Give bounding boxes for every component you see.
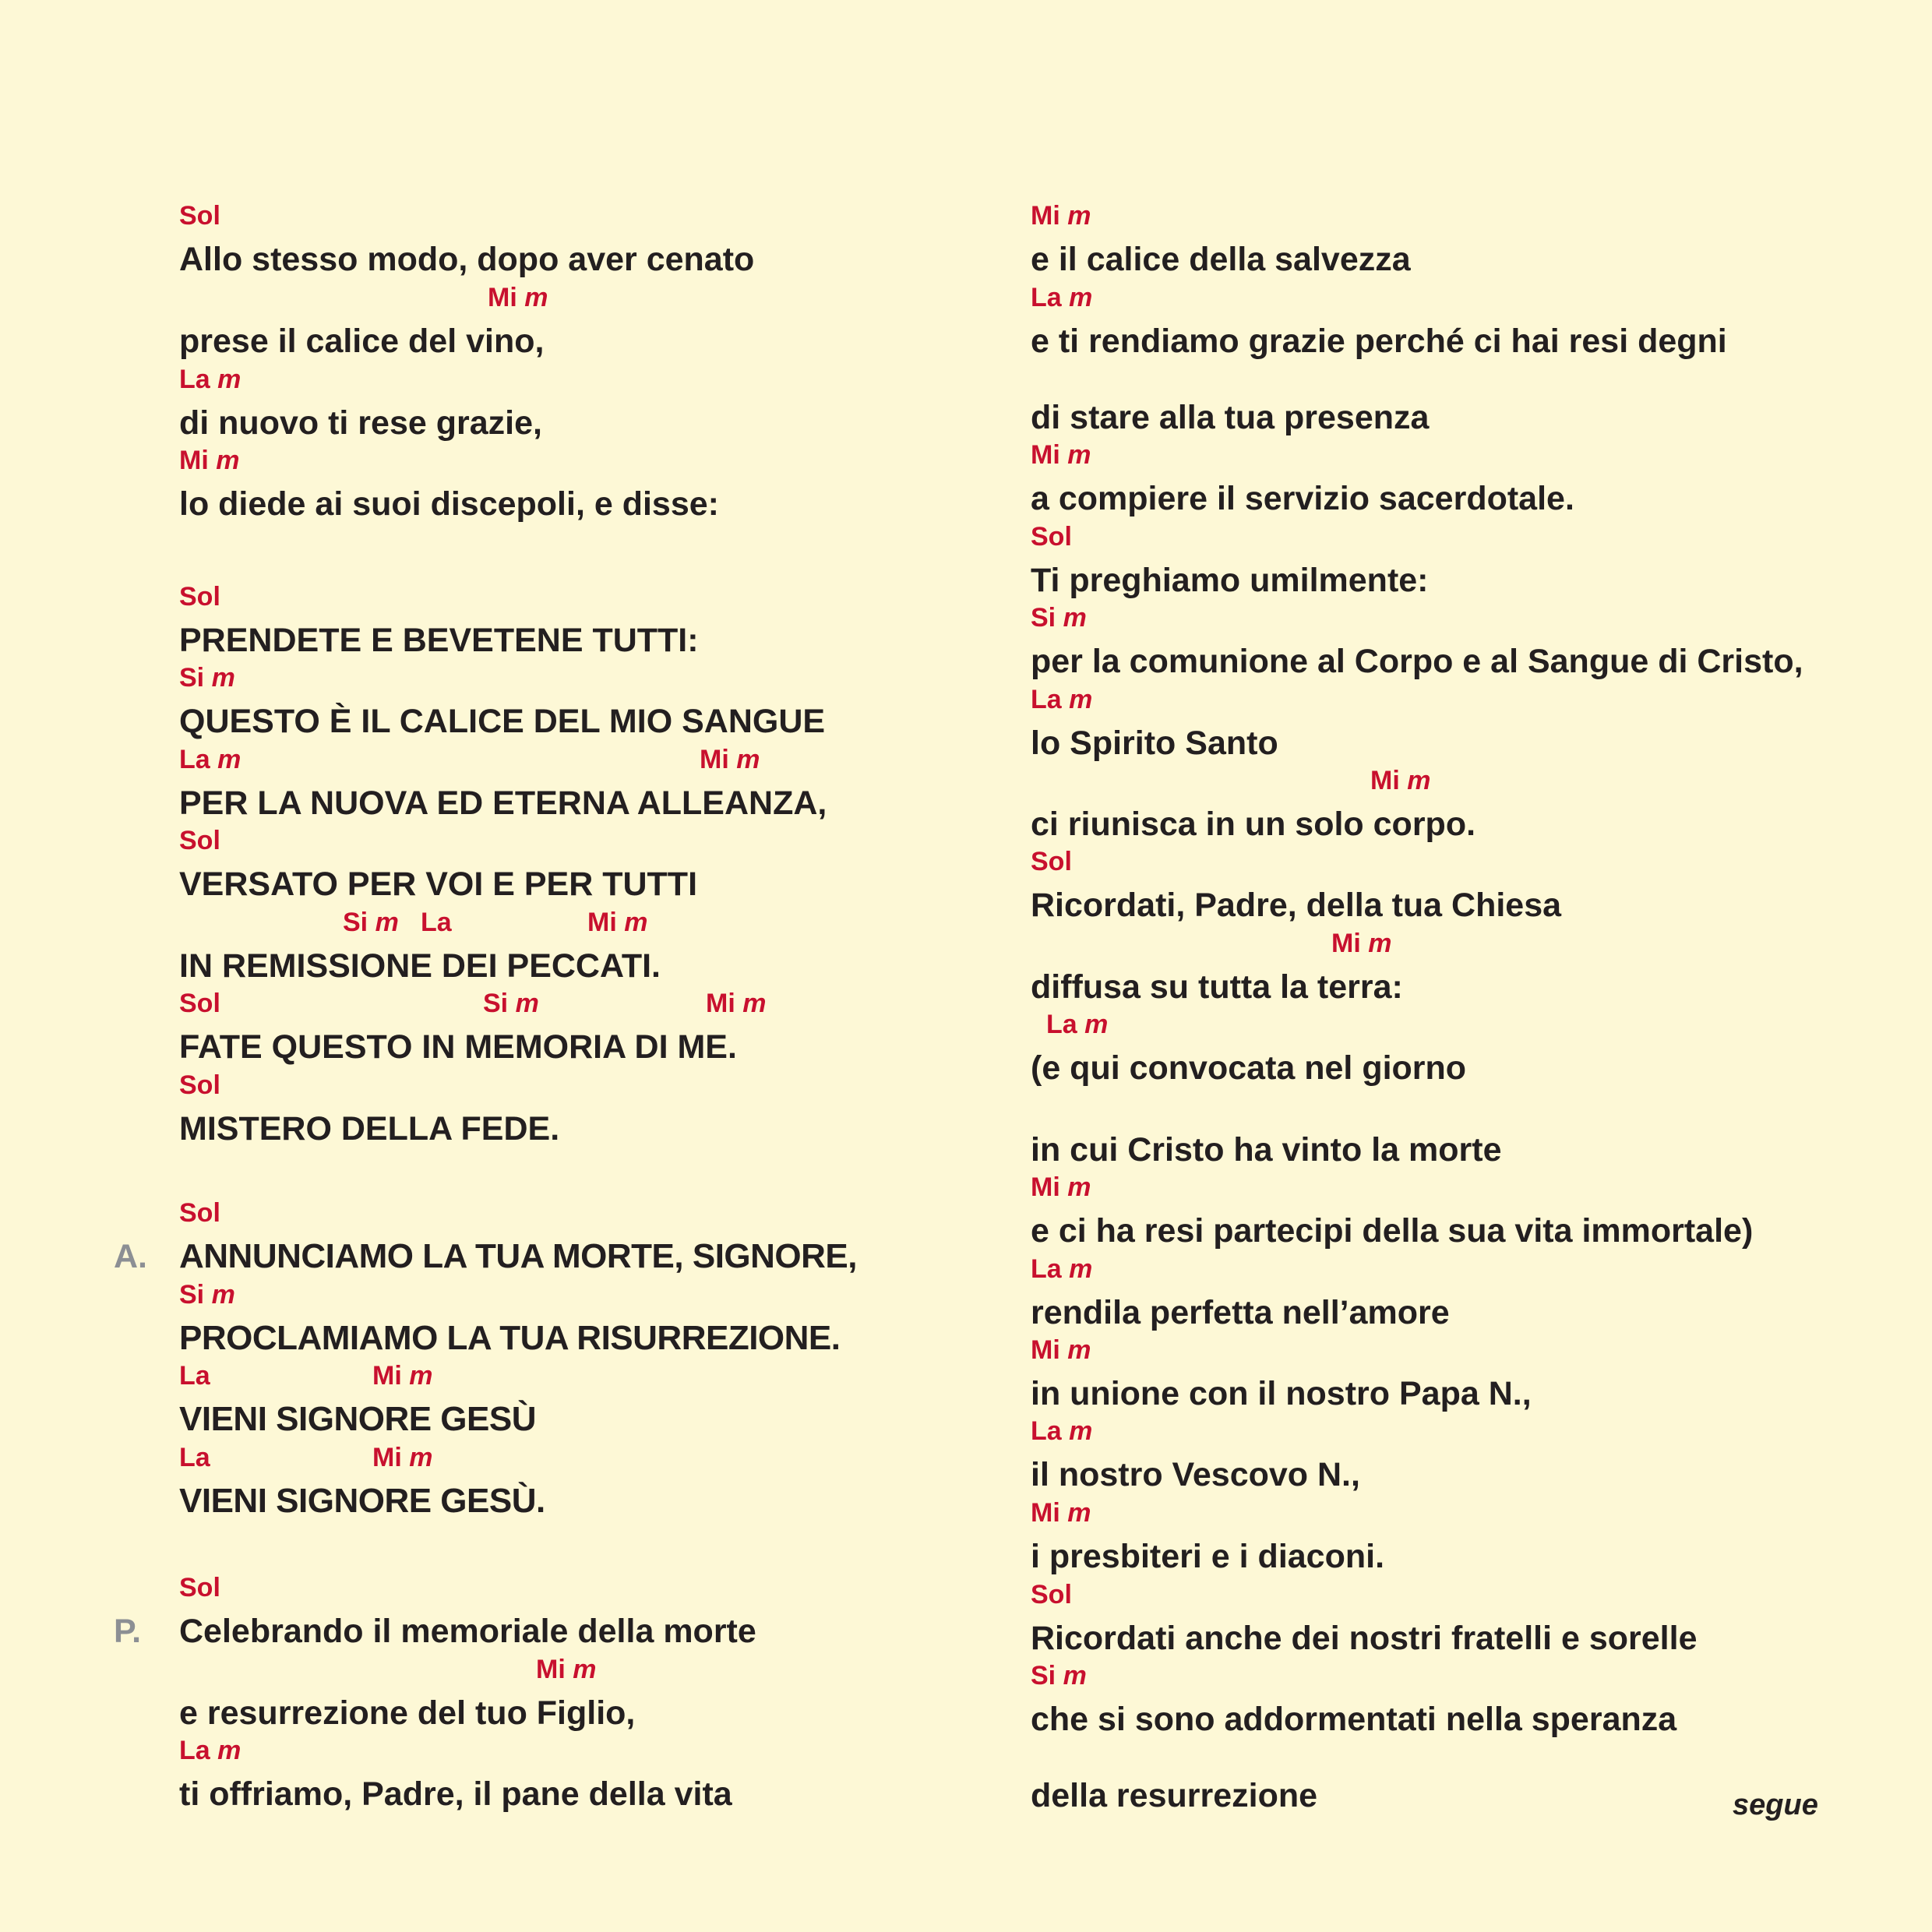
lyric-text: di stare alla tua presenza bbox=[1031, 399, 1430, 436]
chord-root: Si bbox=[343, 908, 368, 937]
chord-label bbox=[179, 1070, 220, 1101]
lyric-text: in unione con il nostro Papa N., bbox=[1031, 1375, 1532, 1412]
chord-quality: m bbox=[211, 1280, 235, 1310]
chord-root: Mi bbox=[700, 745, 729, 774]
chord-label bbox=[179, 662, 235, 693]
chord-root: Mi bbox=[179, 446, 209, 475]
chord-root: Sol bbox=[179, 1198, 220, 1228]
chord-quality: m bbox=[211, 663, 235, 693]
chord-quality: m bbox=[524, 283, 548, 312]
chord-quality: m bbox=[515, 989, 539, 1018]
chord-quality: m bbox=[216, 446, 240, 475]
chord-label bbox=[1031, 1334, 1091, 1366]
lyric-text: di nuovo ti rese grazie, bbox=[179, 404, 542, 442]
chord-label bbox=[372, 1442, 432, 1473]
chord-label bbox=[179, 988, 220, 1019]
chord-root: Sol bbox=[1031, 522, 1072, 552]
chord-label bbox=[1031, 521, 1072, 552]
chord-quality: m bbox=[736, 745, 760, 774]
chord-root: Sol bbox=[179, 1573, 220, 1602]
chord-root: Sol bbox=[179, 582, 220, 612]
lyric-text: PER LA NUOVA ED ETERNA ALLEANZA, bbox=[179, 784, 827, 822]
chord-label bbox=[179, 744, 241, 775]
chord-root: Si bbox=[1031, 603, 1056, 633]
chord-label bbox=[706, 988, 766, 1019]
chord-root: Sol bbox=[179, 826, 220, 855]
lyric-text: lo Spirito Santo bbox=[1031, 724, 1278, 762]
chord-quality: m bbox=[1069, 1254, 1093, 1284]
chord-label bbox=[1031, 1172, 1091, 1203]
chord-label bbox=[1031, 1416, 1092, 1447]
lyric-text: ci riunisca in un solo corpo. bbox=[1031, 806, 1476, 843]
lyric-text: della resurrezione bbox=[1031, 1777, 1318, 1814]
chord-root: La bbox=[1031, 1254, 1062, 1284]
chord-root: Sol bbox=[1031, 1580, 1072, 1609]
chord-root: La bbox=[1031, 283, 1062, 312]
chord-label bbox=[1031, 602, 1087, 633]
chord-root: La bbox=[1046, 1010, 1077, 1039]
chord-quality: m bbox=[1063, 603, 1087, 633]
lyric-text: MISTERO DELLA FEDE. bbox=[179, 1110, 560, 1148]
lyric-text: e resurrezione del tuo Figlio, bbox=[179, 1694, 636, 1732]
chord-label bbox=[179, 1735, 241, 1766]
chord-label bbox=[1031, 1253, 1092, 1285]
chord-quality: m bbox=[573, 1655, 597, 1684]
lyric-text: e ti rendiamo grazie perché ci hai resi degni bbox=[1031, 323, 1727, 360]
chord-quality: m bbox=[1067, 440, 1091, 470]
lyric-text: diffusa su tutta la terra: bbox=[1031, 968, 1403, 1006]
lyric-text: Celebrando il memoriale della morte bbox=[179, 1613, 756, 1650]
chord-label bbox=[1031, 200, 1091, 231]
lyric-text: rendila perfetta nell’amore bbox=[1031, 1294, 1450, 1331]
chord-label bbox=[179, 1279, 235, 1310]
chord-quality: m bbox=[742, 989, 767, 1018]
chord-quality: m bbox=[217, 745, 242, 774]
lyric-text: VIENI SIGNORE GESÙ. bbox=[179, 1482, 545, 1520]
chord-root: Mi bbox=[1031, 201, 1060, 231]
chord-label bbox=[1031, 1579, 1072, 1610]
lyric-text: a compiere il servizio sacerdotale. bbox=[1031, 480, 1574, 517]
lyric-text: in cui Cristo ha vinto la morte bbox=[1031, 1131, 1502, 1169]
lyric-text: Ricordati anche dei nostri fratelli e sorelle bbox=[1031, 1620, 1698, 1657]
chord-label bbox=[179, 1197, 220, 1229]
chord-root: Sol bbox=[179, 989, 220, 1018]
chord-root: Mi bbox=[536, 1655, 566, 1684]
chord-root: La bbox=[179, 365, 210, 394]
chord-root: Mi bbox=[1331, 929, 1361, 958]
lyric-text: QUESTO È IL CALICE DEL MIO SANGUE bbox=[179, 703, 826, 740]
chord-root: Mi bbox=[1370, 766, 1400, 795]
chord-label bbox=[179, 1572, 220, 1603]
chord-label bbox=[1031, 1660, 1087, 1691]
chord-root: Mi bbox=[587, 908, 617, 937]
lyric-text: i presbiteri e i diaconi. bbox=[1031, 1538, 1385, 1575]
chord-label bbox=[1031, 846, 1072, 877]
chord-quality: m bbox=[1067, 1335, 1091, 1365]
chord-root: La bbox=[179, 1443, 210, 1472]
chord-quality: m bbox=[409, 1443, 433, 1472]
chord-root: La bbox=[421, 908, 452, 937]
chord-root: Mi bbox=[1031, 1498, 1060, 1528]
chord-label bbox=[343, 907, 399, 938]
lyric-text: (e qui convocata nel giorno bbox=[1031, 1049, 1467, 1087]
lyric-text: che si sono addormentati nella speranza bbox=[1031, 1701, 1677, 1738]
chord-root: Mi bbox=[372, 1443, 402, 1472]
chord-root: Sol bbox=[179, 1070, 220, 1100]
chord-root: Mi bbox=[372, 1361, 402, 1391]
chord-label bbox=[1331, 928, 1391, 959]
lyric-text: ANNUNCIAMO LA TUA MORTE, SIGNORE, bbox=[179, 1237, 857, 1275]
chord-root: Si bbox=[179, 1280, 205, 1310]
chord-quality: m bbox=[624, 908, 648, 937]
chord-quality: m bbox=[217, 365, 242, 394]
chord-quality: m bbox=[1069, 1416, 1093, 1446]
lyric-text: FATE QUESTO IN MEMORIA DI ME. bbox=[179, 1028, 737, 1066]
chord-root: Si bbox=[179, 663, 205, 693]
chord-quality: m bbox=[1067, 1498, 1091, 1528]
chord-quality: m bbox=[1067, 1172, 1091, 1202]
lyric-text: il nostro Vescovo N., bbox=[1031, 1456, 1360, 1493]
lyric-text: Ricordati, Padre, della tua Chiesa bbox=[1031, 887, 1562, 924]
chord-label bbox=[179, 364, 241, 395]
chord-label bbox=[1031, 439, 1091, 471]
lyric-text: ti offriamo, Padre, il pane della vita bbox=[179, 1775, 732, 1813]
speaker-marker: P. bbox=[114, 1613, 142, 1650]
chord-label bbox=[179, 200, 220, 231]
chord-root: Si bbox=[483, 989, 509, 1018]
chord-label bbox=[179, 445, 239, 476]
chord-root: Si bbox=[1031, 1661, 1056, 1690]
segue-note: segue bbox=[1733, 1789, 1818, 1821]
chord-quality: m bbox=[1063, 1661, 1087, 1690]
chord-root: La bbox=[179, 745, 210, 774]
chord-label bbox=[587, 907, 647, 938]
chord-quality: m bbox=[409, 1361, 433, 1391]
chord-root: La bbox=[1031, 1416, 1062, 1446]
lyric-text: PRENDETE E BEVETENE TUTTI: bbox=[179, 622, 699, 659]
chord-label bbox=[1031, 684, 1092, 715]
chord-quality: m bbox=[1084, 1010, 1109, 1039]
lyric-text: e il calice della salvezza bbox=[1031, 241, 1411, 278]
lyric-text: PROCLAMIAMO LA TUA RISURREZIONE. bbox=[179, 1319, 841, 1357]
lyric-text: VERSATO PER VOI E PER TUTTI bbox=[179, 866, 698, 903]
chord-root: Sol bbox=[1031, 847, 1072, 876]
chord-quality: m bbox=[1067, 201, 1091, 231]
chord-root: Mi bbox=[488, 283, 517, 312]
lyric-text: VIENI SIGNORE GESÙ bbox=[179, 1400, 536, 1438]
chord-label bbox=[536, 1654, 596, 1685]
chord-label bbox=[179, 825, 220, 856]
chord-label bbox=[483, 988, 539, 1019]
chord-label bbox=[179, 1442, 210, 1473]
chord-root: Mi bbox=[1031, 1172, 1060, 1202]
chord-quality: m bbox=[1407, 766, 1431, 795]
chord-quality: m bbox=[217, 1736, 242, 1765]
chord-label bbox=[488, 282, 548, 313]
chord-label bbox=[372, 1360, 432, 1391]
chord-quality: m bbox=[375, 908, 399, 937]
chord-label bbox=[700, 744, 760, 775]
lyric-text: Ti preghiamo umilmente: bbox=[1031, 562, 1429, 599]
chord-label bbox=[1046, 1009, 1108, 1040]
lyric-text: IN REMISSIONE DEI PECCATI. bbox=[179, 947, 661, 985]
speaker-marker: A. bbox=[114, 1238, 147, 1275]
chord-label bbox=[1031, 282, 1092, 313]
chord-root: La bbox=[179, 1736, 210, 1765]
lyric-text: per la comunione al Corpo e al Sangue di Cristo, bbox=[1031, 643, 1803, 680]
chord-label bbox=[179, 581, 220, 612]
chord-label bbox=[179, 1360, 210, 1391]
chord-root: Mi bbox=[1031, 1335, 1060, 1365]
chord-root: Sol bbox=[179, 201, 220, 231]
lyric-text: Allo stesso modo, dopo aver cenato bbox=[179, 241, 755, 278]
chord-root: La bbox=[1031, 685, 1062, 714]
chord-root: Mi bbox=[706, 989, 735, 1018]
chord-quality: m bbox=[1368, 929, 1392, 958]
chord-label bbox=[1370, 765, 1430, 796]
chord-label bbox=[421, 907, 452, 938]
chord-quality: m bbox=[1069, 283, 1093, 312]
chord-root: Mi bbox=[1031, 440, 1060, 470]
lyric-text: e ci ha resi partecipi della sua vita immortale) bbox=[1031, 1212, 1754, 1250]
chord-quality: m bbox=[1069, 685, 1093, 714]
chord-root: La bbox=[179, 1361, 210, 1391]
lyric-text: prese il calice del vino, bbox=[179, 323, 545, 360]
lyric-text: lo diede ai suoi discepoli, e disse: bbox=[179, 485, 719, 523]
chord-label bbox=[1031, 1497, 1091, 1528]
